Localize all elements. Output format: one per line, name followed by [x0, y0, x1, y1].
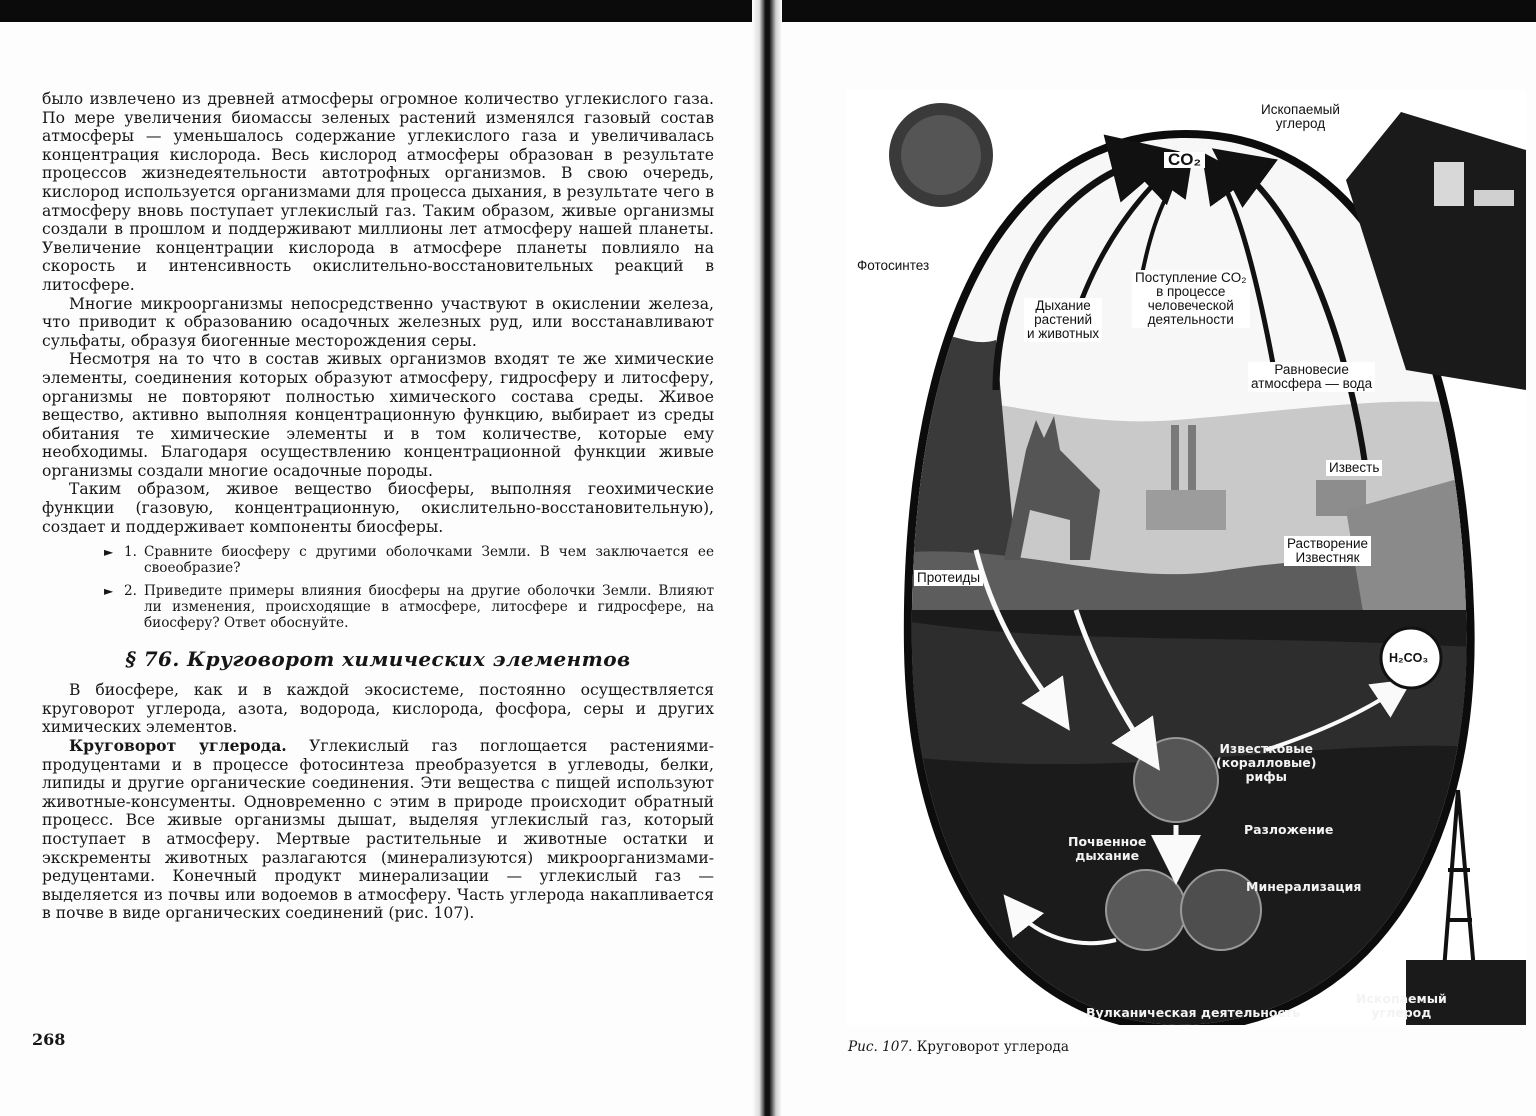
label-line: и животных [1027, 326, 1100, 341]
factory-chimney [1188, 425, 1196, 495]
question-number: 2. [124, 582, 137, 599]
decomposition-label: Разложение [1244, 822, 1334, 837]
question-marker: ► [104, 583, 114, 598]
respiration-label [1024, 298, 1102, 342]
section-title: § 76. Круговорот химических элементов [125, 647, 631, 672]
question-text: Сравните биосферу с другими оболочками Земли. В чем заключается ее своеобразие? [144, 544, 714, 577]
figure-caption [848, 1039, 1069, 1055]
question-1 [104, 544, 714, 576]
label-line: Поступление CO₂ [1135, 270, 1247, 285]
label-line: Ископаемый [1356, 991, 1447, 1006]
paragraph-1: было извлечено из древней атмосферы огромное количество углекислого газа. По мере увеличения биомассы зеленых растений изменялся газовый состав атмосферы — уменьшалось содержание углекислого газа и увеличивалась концентрация кислорода. Весь кислород атмосферы образован в результате процессов жизнедеятельности автотрофных организмов. В свою очередь, кислород используется организмами для процесса дыхания, в результате чего в атмосферу вновь поступает углекислый газ. Таким образом, живые организмы создали в прошлом и поддерживают миллионы лет атмосферу нашей планеты. Увеличение концентрации кислорода в атмосфере планеты повлияло на скорость и интенсивность окислительно-восстановительных реакций в литосфере. [42, 90, 714, 294]
label-line: дыхание [1075, 848, 1140, 863]
question-text: Приведите примеры влияния биосферы на другие оболочки Земли. Влияют ли изменения, происходящие в атмосфере, литосфере и гидросфере, на биосферу? Ответ обоснуйте. [144, 582, 714, 632]
co2-label: CO₂ [1164, 152, 1205, 168]
carbon-cycle-paragraph [42, 737, 714, 923]
coral-reef-circle [1134, 738, 1218, 822]
review-questions [104, 544, 714, 631]
carbon-cycle-illustration [846, 90, 1526, 1025]
caption-prefix: Рис. 107. [848, 1039, 913, 1055]
coral-reefs-label [1216, 742, 1316, 784]
label-line: Ископаемый [1261, 102, 1340, 117]
volcanic-activity-label: Вулканическая деятельность [1086, 1005, 1301, 1020]
carbon-cycle-text: Углекислый газ поглощается растениями-продуцентами и в процессе фотосинтеза преобразуется в углеводы, белки, липиды и другие органические соединения. Эти вещества с пищей используют животные-консументы. Одновременно с этим в природе происходит обратный процесс. Все живые организмы дышат, выделяя углекислый газ, который поступает в атмосферу. Мертвые растительные и животные остатки и экскременты животных разлагаются (минерализуются) микроорганизмами-редуцентами. Конечный продукт минерализации — углекислый газ — выделяется из почвы или водоемов в атмосферу. Часть углерода накапливается в почве в виде органических соединений (рис. 107). [42, 737, 714, 923]
left-page [0, 22, 752, 1116]
human-emission-label [1132, 270, 1250, 328]
left-text-column [42, 90, 714, 923]
paragraph-3: Несмотря на то что в состав живых организмов входят те же химические элементы, соединения которых образуют атмосферу, гидросферу и литосферу, организмы не повторяют полностью химического состава среды. Живое вещество, активно выполняя концентрационную функцию, выбирает из среды обитания те химические элементы и в том количестве, которые ему необходимы. Благодаря осуществлению концентрационной функции живые организмы создали многие осадочные породы. [42, 350, 714, 480]
label-line: углерод [1371, 1005, 1432, 1020]
soil-respiration-label [1068, 835, 1146, 863]
carbon-cycle-heading: Круговорот углерода. [69, 736, 287, 756]
question-marker: ► [104, 545, 114, 560]
label-line: деятельности [1147, 312, 1234, 327]
soil-circle [1106, 870, 1186, 950]
caption-text: Круговорот углерода [912, 1039, 1070, 1055]
fossil-carbon-top-label [1258, 102, 1343, 132]
label-line: Почвенное [1068, 834, 1147, 849]
label-line: (коралловые) [1216, 755, 1317, 770]
question-number: 1. [124, 544, 137, 561]
factory-building [1146, 490, 1226, 530]
right-page [782, 22, 1536, 1116]
city-building [1434, 162, 1464, 206]
label-line: Растворение [1287, 536, 1369, 551]
label-line: Известняк [1295, 550, 1360, 565]
sun-core [901, 115, 981, 195]
mineralization-label: Минерализация [1246, 879, 1362, 894]
label-line: атмосфера — вода [1251, 376, 1373, 391]
equilibrium-label [1248, 362, 1375, 392]
h2co3-label: H₂CO₃ [1389, 651, 1429, 665]
label-line: углерод [1275, 116, 1326, 131]
paragraph-2: Многие микроорганизмы непосредственно участвуют в окислении железа, что приводит к образованию осадочных железных руд, или восстанавливают сульфаты, образуя биогенные месторождения серы. [42, 294, 714, 350]
page-number: 268 [32, 1030, 66, 1049]
section-intro: В биосфере, как и в каждой экосистеме, постоянно осуществляется круговорот углерода, азота, водорода, кислорода, фосфора, серы и других химических элементов. [42, 681, 714, 737]
label-line: Дыхание [1035, 298, 1091, 313]
label-line: Известковые [1219, 741, 1313, 756]
question-2 [104, 583, 714, 632]
label-line: в процессе [1156, 284, 1226, 299]
proteins-label: Протеиды [914, 570, 983, 586]
dissolution-label [1284, 536, 1371, 566]
fossil-carbon-bottom-label [1356, 992, 1447, 1020]
lime-label: Известь [1326, 460, 1382, 476]
label-line: человеческой [1147, 298, 1234, 313]
factory-chimney [1171, 425, 1179, 495]
label-line: Равновесие [1274, 362, 1349, 377]
paragraph-4: Таким образом, живое вещество биосферы, выполняя геохимические функции (газовую, концентрационную, окислительно-восстановительную), создает и поддерживает компоненты биосферы. [42, 480, 714, 536]
photosynthesis-label: Фотосинтез [854, 258, 932, 274]
label-line: растений [1034, 312, 1093, 327]
city-building [1474, 190, 1514, 206]
book-spine [752, 0, 782, 1116]
label-line: рифы [1245, 769, 1287, 784]
carbon-cycle-figure [846, 90, 1526, 1025]
